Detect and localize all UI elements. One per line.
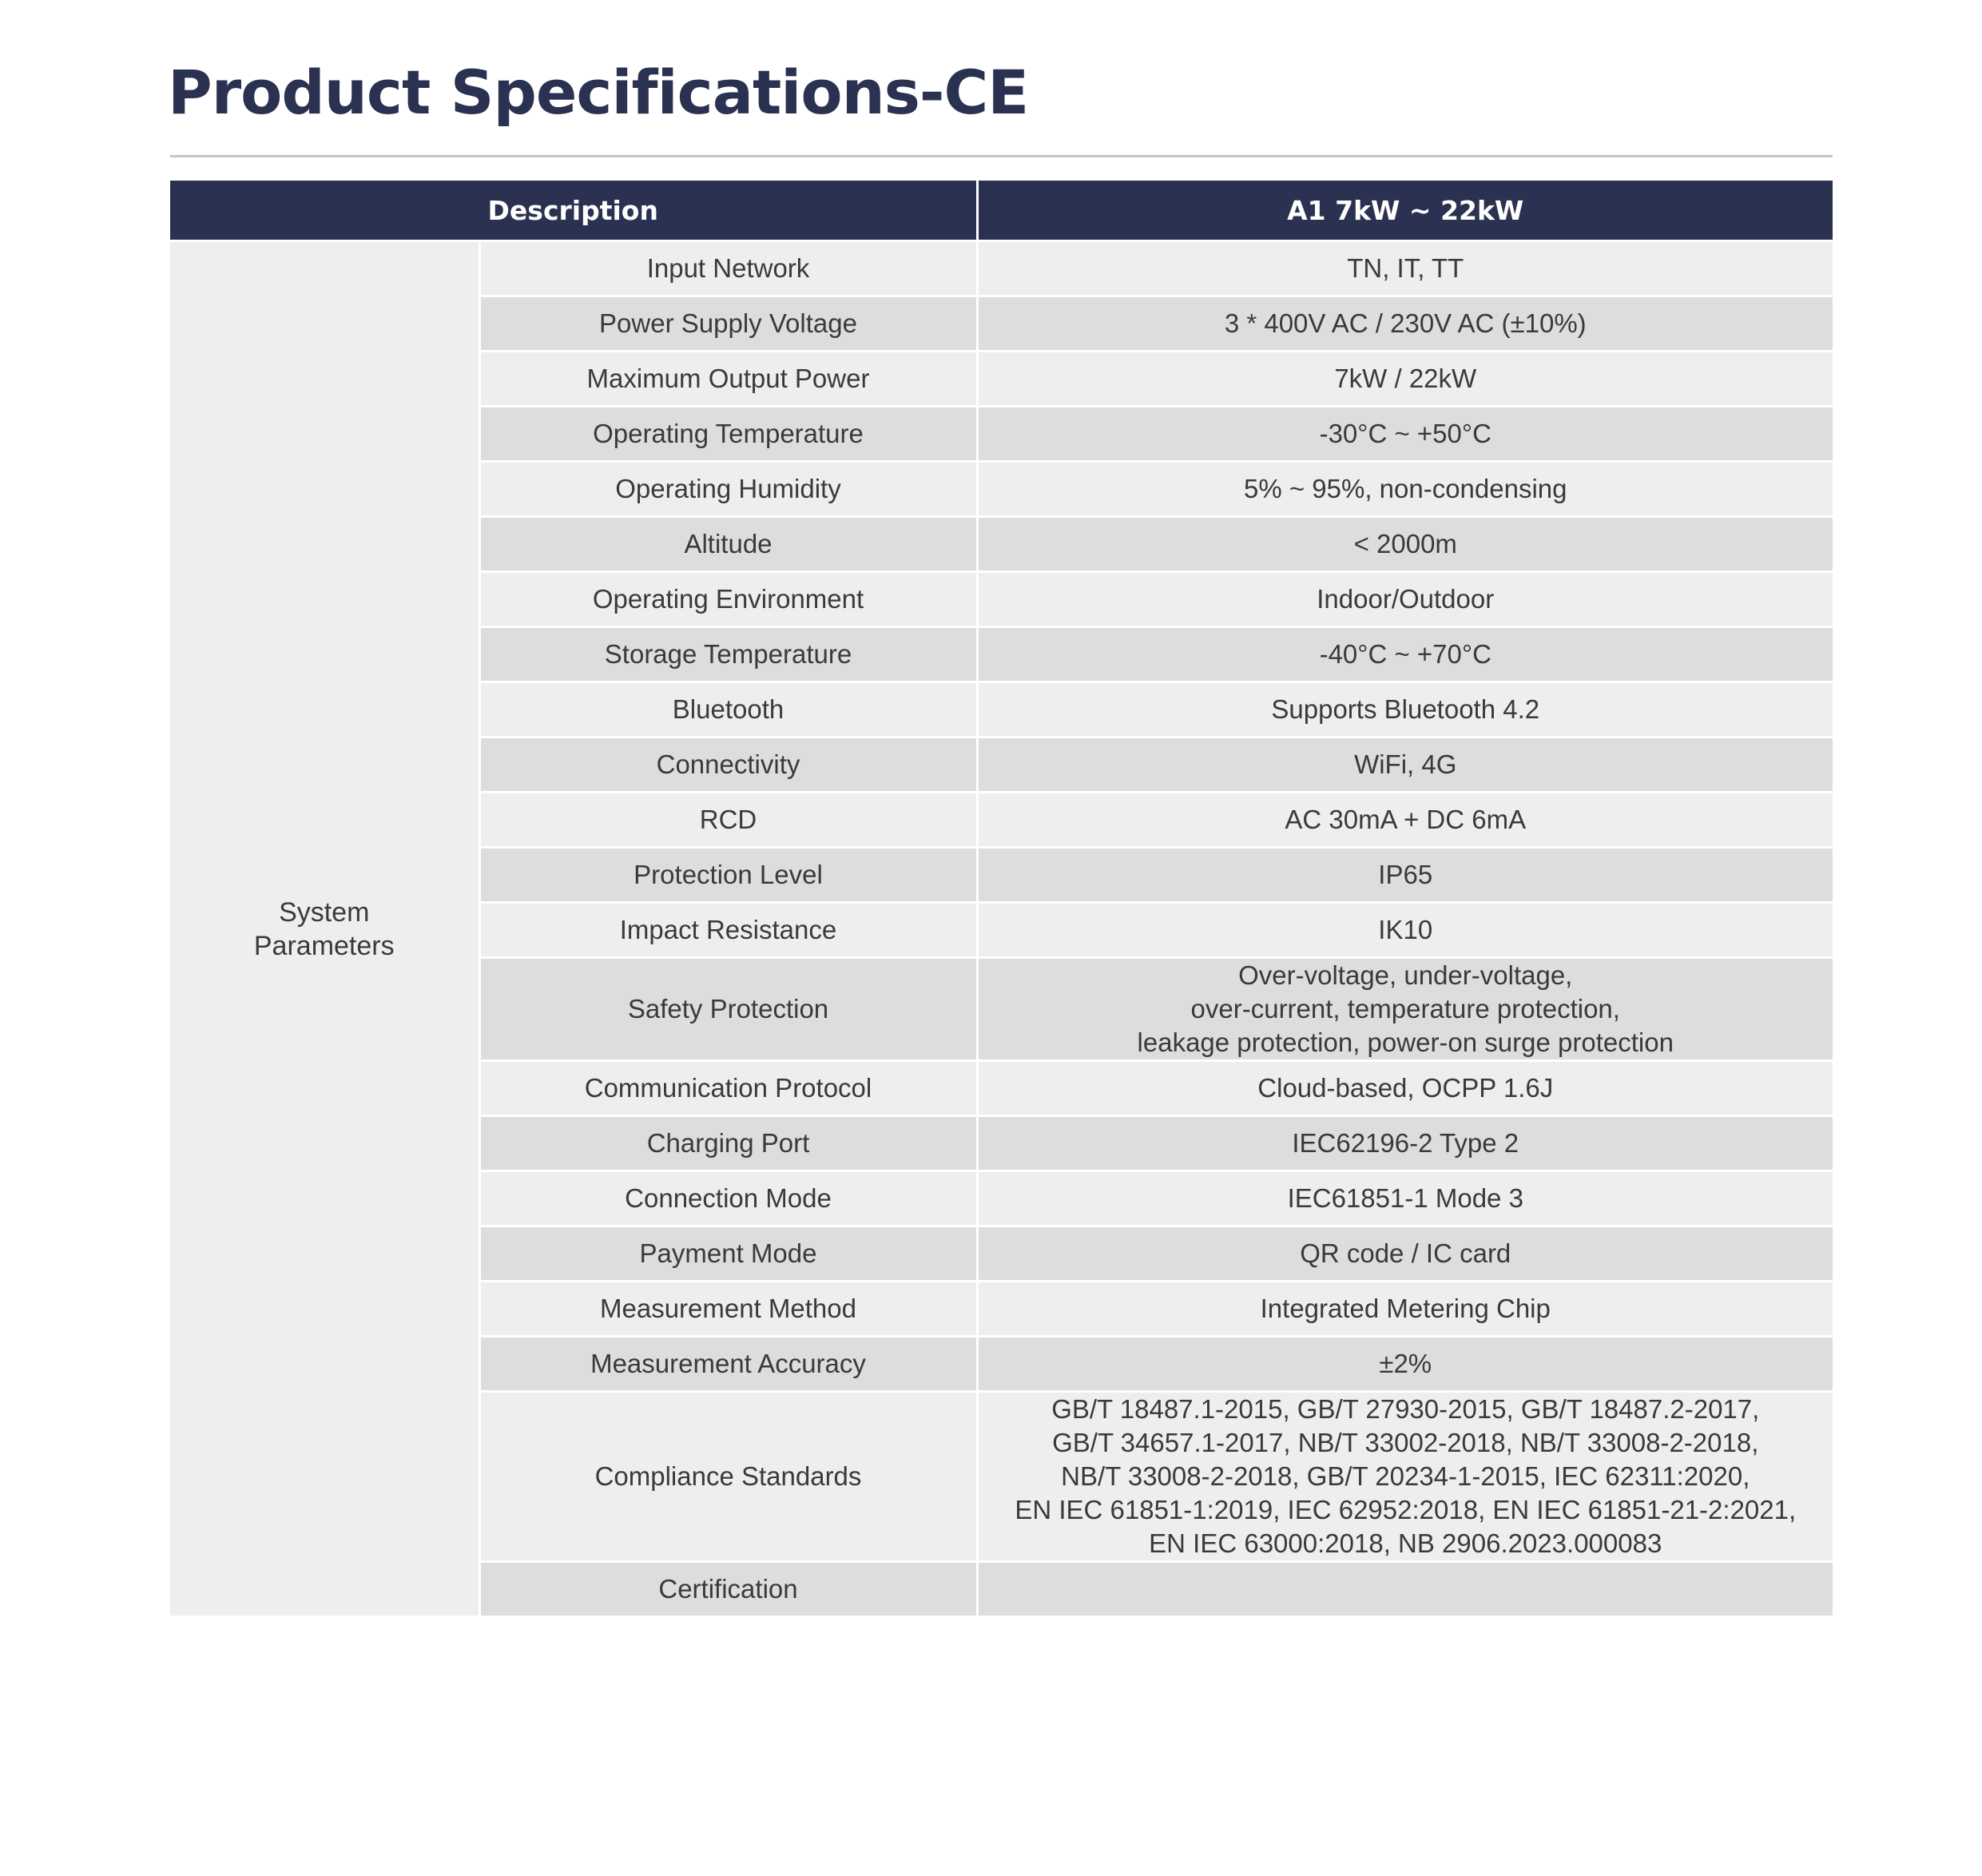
value-cell: [977, 1337, 1833, 1392]
value-line: Supports Bluetooth 4.2: [1271, 694, 1540, 724]
value-line: 3 * 400V AC / 230V AC (±10%): [1224, 308, 1587, 338]
param-cell: Operating Environment: [479, 572, 977, 627]
value-line: TN, IT, TT: [1347, 253, 1464, 283]
group-label-line: System: [279, 896, 370, 928]
value-line: GB/T 18487.1-2015, GB/T 27930-2015, GB/T 18487.2-2017,: [1051, 1394, 1760, 1424]
value-line: leakage protection, power-on surge protection: [1137, 1027, 1674, 1057]
value-line: Integrated Metering Chip: [1260, 1294, 1551, 1323]
value-line: < 2000m: [1353, 529, 1457, 558]
param-cell: Communication Protocol: [479, 1061, 977, 1116]
value-cell: [977, 407, 1833, 462]
group-label: [170, 241, 479, 1616]
param-cell: Connectivity: [479, 737, 977, 793]
title-divider: [170, 155, 1833, 157]
value-line: NB/T 33008-2-2018, GB/T 20234-1-2015, IEC 62311:2020,: [1061, 1461, 1750, 1491]
value-line: IEC61851-1 Mode 3: [1287, 1183, 1523, 1213]
param-cell: Measurement Method: [479, 1282, 977, 1337]
value-cell: [977, 958, 1833, 1061]
value-line: GB/T 34657.1-2017, NB/T 33002-2018, NB/T 33008-2-2018,: [1052, 1428, 1759, 1457]
value-cell: [977, 1171, 1833, 1226]
param-cell: Protection Level: [479, 848, 977, 903]
value-cell: [977, 627, 1833, 682]
value-line: ±2%: [1379, 1349, 1432, 1378]
value-line: over-current, temperature protection,: [1190, 994, 1620, 1023]
value-line: IK10: [1378, 915, 1433, 944]
param-cell: Operating Temperature: [479, 407, 977, 462]
param-cell: Storage Temperature: [479, 627, 977, 682]
value-line: Indoor/Outdoor: [1317, 584, 1495, 614]
param-cell: Bluetooth: [479, 682, 977, 737]
spec-table-body: [170, 241, 1833, 1616]
value-cell: [977, 352, 1833, 407]
table-header-row: [170, 181, 1833, 241]
param-cell: Connection Mode: [479, 1171, 977, 1226]
value-cell: [977, 1116, 1833, 1171]
value-cell: [977, 793, 1833, 848]
value-cell: [977, 1392, 1833, 1562]
value-cell: [977, 848, 1833, 903]
value-line: -40°C ~ +70°C: [1319, 639, 1491, 669]
param-cell: Certification: [479, 1562, 977, 1616]
value-line: Cloud-based, OCPP 1.6J: [1257, 1073, 1554, 1103]
value-cell: [977, 682, 1833, 737]
param-cell: Payment Mode: [479, 1226, 977, 1282]
group-label-line: Parameters: [253, 930, 395, 961]
value-cell: [977, 737, 1833, 793]
table-row: [170, 241, 1833, 296]
value-cell: [977, 1562, 1833, 1616]
value-line: EN IEC 61851-1:2019, IEC 62952:2018, EN IEC 61851-21-2:2021,: [1015, 1495, 1797, 1524]
param-cell: Charging Port: [479, 1116, 977, 1171]
spec-table: [170, 181, 1833, 1616]
value-line: Over-voltage, under-voltage,: [1238, 960, 1573, 990]
page-title: Product Specifications-CE: [168, 57, 1029, 128]
value-line: 5% ~ 95%, non-condensing: [1243, 474, 1567, 503]
param-cell: Safety Protection: [479, 958, 977, 1061]
value-line: IEC62196-2 Type 2: [1292, 1128, 1519, 1158]
param-cell: Measurement Accuracy: [479, 1337, 977, 1392]
header-model: A1 7kW ~ 22kW: [977, 181, 1833, 241]
value-line: -30°C ~ +50°C: [1319, 419, 1491, 448]
value-line: AC 30mA + DC 6mA: [1285, 805, 1527, 834]
param-cell: Compliance Standards: [479, 1392, 977, 1562]
value-line: 7kW / 22kW: [1334, 364, 1477, 393]
value-line: EN IEC 63000:2018, NB 2906.2023.000083: [1149, 1528, 1662, 1558]
value-cell: [977, 572, 1833, 627]
value-line: QR code / IC card: [1300, 1238, 1511, 1268]
header-description: Description: [170, 181, 977, 241]
value-cell: [977, 241, 1833, 296]
value-cell: [977, 903, 1833, 958]
param-cell: Input Network: [479, 241, 977, 296]
value-line: IP65: [1378, 860, 1433, 889]
param-cell: Altitude: [479, 517, 977, 572]
value-cell: [977, 1226, 1833, 1282]
param-cell: Impact Resistance: [479, 903, 977, 958]
value-cell: [977, 517, 1833, 572]
value-cell: [977, 1282, 1833, 1337]
param-cell: Maximum Output Power: [479, 352, 977, 407]
value-cell: [977, 1061, 1833, 1116]
param-cell: Operating Humidity: [479, 462, 977, 517]
value-line: WiFi, 4G: [1354, 749, 1457, 779]
param-cell: RCD: [479, 793, 977, 848]
value-cell: [977, 296, 1833, 352]
value-cell: [977, 462, 1833, 517]
param-cell: Power Supply Voltage: [479, 296, 977, 352]
